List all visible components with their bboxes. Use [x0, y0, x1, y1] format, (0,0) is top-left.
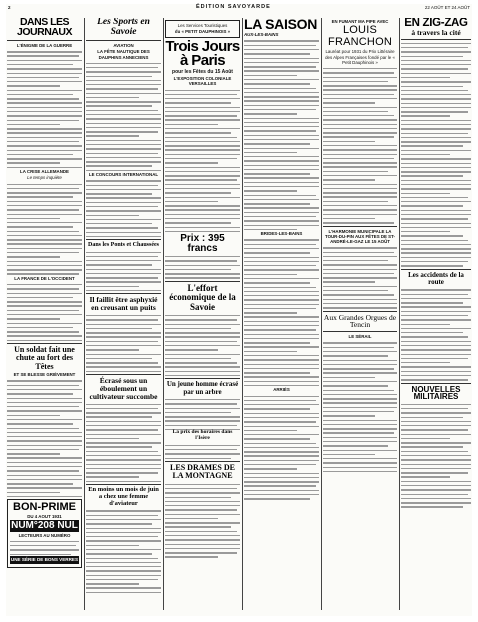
services-line: du « PETIT DAUPHINOIS » [174, 29, 231, 35]
column-journaux [7, 18, 82, 610]
zigzag-title: EN ZIG-ZAG [404, 18, 468, 29]
article-text [244, 396, 319, 500]
article-text [401, 43, 471, 267]
column-rule [84, 18, 85, 610]
issue-date: 22 AOÛT ET 24 AOÛT [424, 5, 470, 10]
column-saison [244, 18, 319, 610]
journaux-title: DANS LES JOURNAUX [17, 18, 72, 38]
effort-headline: L'effort économique de la Savoie [169, 282, 236, 312]
column-paris [165, 18, 240, 610]
aviateur-headline: En moins un mois de juin a chez une femme d'aviateur [88, 486, 159, 507]
zigzag-subtitle: à travers la cité [411, 27, 461, 37]
article-text [165, 315, 240, 376]
bon-prime-title: BON-PRIME [13, 501, 76, 514]
franchon-kicker: EN FUMANT MA PIPE AVEC [331, 19, 389, 24]
article-text [244, 40, 319, 230]
article-text [86, 315, 161, 372]
column-franchon [323, 18, 397, 610]
sports-title: Les Sports en Savoie [97, 18, 150, 37]
paris-subtitle: pour les Fêtes du 15 Août [172, 69, 233, 76]
sports-subhead: AVIATION [113, 42, 134, 48]
bon-prime-number: NUM°208 NUL [11, 520, 78, 532]
newspaper-page [6, 4, 472, 616]
paris-subtitle-2: L'EXPOSITION COLONIALE VERSAILLES [173, 76, 232, 87]
article-text [86, 180, 161, 237]
sports-subhead: LA FÊTE NAUTIQUE DES DAUPHINS ANNECIENS [97, 49, 150, 60]
article-text [165, 445, 240, 459]
article-text [86, 404, 161, 482]
page-number: 2 [8, 5, 11, 10]
bon-prime-ad [7, 499, 82, 567]
serail-heading: LE SÉRAIL [348, 334, 372, 340]
sports-subhead: LE CONCOURS INTERNATIONAL [88, 172, 159, 178]
ponts-headline: Dans les Ponts et Chaussées [87, 242, 159, 249]
section-subheading: Le temps inquiète [27, 175, 62, 181]
ad-text [10, 541, 79, 555]
column-zigzag [401, 18, 471, 610]
eboulement-headline: Écrasé sous un éboulement un cultivateur succombe [89, 376, 158, 401]
article-text [7, 184, 82, 275]
column-rule [163, 18, 164, 610]
brides-heading: BRIDES-LES-BAINS [260, 231, 303, 237]
article-text [165, 484, 240, 558]
article-text [401, 404, 471, 508]
article-text [7, 284, 82, 341]
article-text [165, 90, 240, 233]
soldier-subheadline: ET SE BLESSE GRIÈVEMENT [13, 372, 76, 378]
article-text [323, 342, 397, 472]
horaires-headline: La prix des horaires dans l'Isère [172, 429, 233, 442]
article-text [323, 247, 397, 308]
column-sports [86, 18, 161, 610]
services-line: Les Services Touristiques [177, 23, 228, 28]
price-label: Prix : 395 francs [180, 233, 225, 254]
asphyxie-headline: Il faillit être asphyxié en creusant un puits [89, 295, 158, 313]
accidents-headline: Les accidents de la route [408, 270, 464, 287]
harmonie-heading: L'HARMONIE MUNICIPALE LA TOUR-DU-PIN AUX FÊTES DE ST-ANDRÉ-LE-GAZ LE 15 AOÛT [324, 228, 395, 245]
article-text [401, 289, 471, 380]
bon-prime-line: LECTEURS AU NUMÉRO [18, 532, 71, 538]
bon-prime-footer: UNE SÉRIE DE BONS VERRES [10, 557, 79, 563]
arbre-headline: Un jeune homme écrasé par un arbre [166, 380, 239, 396]
militaires-headline: NOUVELLES MILITAIRES [411, 384, 461, 402]
journaux-subtitle: L'ÉNIGME DE LA GUERRE [16, 42, 73, 48]
section-heading: LA FRANCE DE L'OCCIDENT [14, 275, 75, 281]
arries-heading: ARRIÉS [273, 387, 290, 393]
soldier-headline: Un soldat fait une chute au fort des Têtes [14, 345, 75, 371]
edition-label: ÉDITION SAVOYARDE [196, 4, 271, 10]
paris-title: Trois Jours à Paris [165, 37, 240, 69]
article-text [86, 63, 161, 171]
orgues-headline: Aux Grandes Orgues de Tencin [323, 312, 397, 330]
bon-prime-date: DU 4 AOUT 1931 [27, 513, 62, 519]
saison-title: LA SAISON [244, 18, 318, 32]
column-rule [242, 18, 243, 610]
article-text [323, 68, 397, 224]
article-text [86, 510, 161, 593]
franchon-deck: Lauréat pour 1931 du Prix Littéraire des Alpes Françaises fondé par le « Petit Dauphinois » [325, 49, 395, 65]
services-box [165, 20, 240, 38]
column-rule [399, 18, 400, 610]
article-text [165, 256, 240, 279]
page-header [6, 4, 472, 14]
column-rule [321, 18, 322, 610]
article-text [7, 51, 82, 168]
saison-subtitle: AUX-LES-BAINS [244, 32, 279, 38]
article-text [7, 380, 82, 497]
montagne-headline: LES DRAMES DE LA MONTAGNE [170, 463, 235, 481]
article-text [86, 252, 161, 292]
article-text [244, 239, 319, 386]
section-heading: LA CRISE ALLEMANDE [20, 169, 69, 175]
franchon-title: LOUIS FRANCHON [328, 24, 392, 48]
article-text [165, 399, 240, 430]
